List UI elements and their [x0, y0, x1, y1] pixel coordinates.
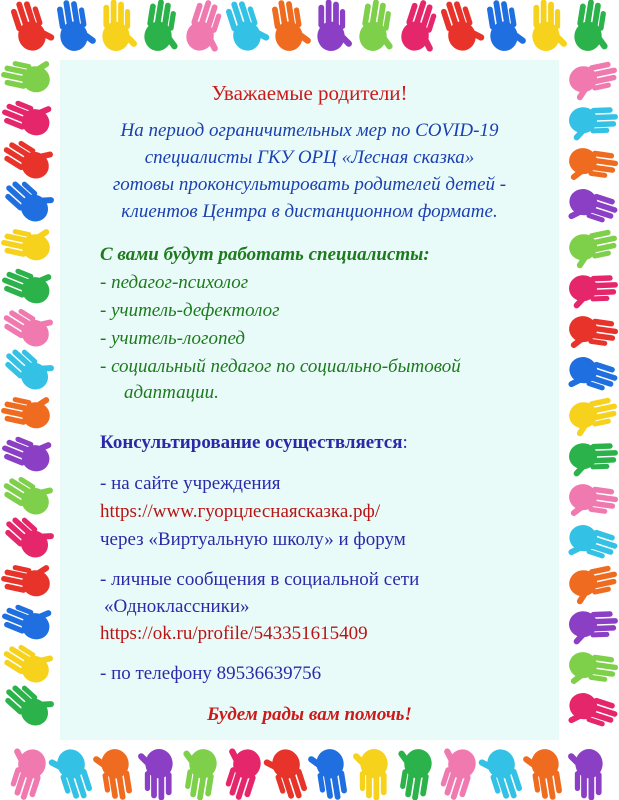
hand-print-icon — [563, 185, 619, 233]
site-link[interactable]: https://www.гуорцлеснаясказка.рф/ — [100, 501, 381, 522]
hand-print-icon — [55, 0, 99, 53]
hand-print-icon — [566, 650, 619, 691]
intro-line-2: специалисты ГКУ ОРЦ «Лесная сказка» — [144, 147, 475, 168]
hand-print-icon — [91, 747, 135, 800]
intro-line-4: клиентов Центра в дистанционном формате. — [121, 201, 498, 222]
hand-print-icon — [567, 59, 619, 103]
hand-print-icon — [390, 746, 434, 800]
hand-print-icon — [566, 314, 619, 355]
consult-heading-colon: : — [402, 432, 408, 453]
hand-print-icon — [566, 482, 619, 523]
hand-print-icon — [214, 743, 264, 800]
hand-print-icon — [438, 0, 488, 54]
consult-site-note: через «Виртуальную школу» и форум — [100, 529, 406, 550]
hand-print-icon — [142, 0, 186, 54]
hand-print-icon — [563, 521, 619, 569]
hand-print-icon — [532, 0, 568, 51]
hand-print-icon — [563, 353, 619, 401]
hand-print-icon — [270, 0, 314, 53]
hand-print-icon — [567, 749, 603, 800]
specialist-item: - социальный педагог по социально-бытовой — [100, 356, 461, 377]
hand-print-icon — [0, 505, 59, 563]
content-panel — [60, 60, 559, 740]
specialist-item: - учитель-логопед — [100, 328, 246, 349]
hand-print-icon — [567, 395, 619, 439]
hand-print-icon — [566, 146, 619, 187]
hand-print-icon — [485, 0, 529, 53]
hand-print-icon — [45, 746, 95, 800]
hand-print-icon — [137, 749, 173, 800]
hand-print-icon — [398, 0, 448, 57]
consult-social-line: - личные сообщения в социальной сети — [100, 569, 420, 590]
hand-print-icon — [0, 593, 56, 643]
hand-print-icon — [0, 89, 56, 139]
hand-print-icon — [521, 747, 565, 800]
hand-print-icon — [0, 297, 58, 352]
hand-print-icon — [475, 746, 525, 800]
hand-print-icon — [0, 425, 56, 475]
intro-line-3: готовы проконсультировать родителей детей - — [112, 174, 507, 195]
intro-line-1: На период ограничительных мер по COVID-19 — [120, 120, 499, 141]
consult-phone: - по телефону 89536639756 — [100, 663, 322, 684]
hand-print-icon — [175, 746, 219, 800]
hand-print-icon — [317, 0, 353, 51]
hand-print-icon — [563, 689, 619, 737]
hand-print-icon — [572, 0, 616, 54]
hand-print-icon — [569, 274, 619, 310]
hand-print-icon — [569, 442, 619, 478]
hand-print-icon — [0, 257, 56, 307]
hand-print-icon — [567, 227, 619, 271]
hand-print-icon — [0, 51, 54, 95]
hand-print-icon — [429, 743, 479, 800]
hand-print-icon — [102, 0, 138, 51]
hand-print-icon — [567, 563, 619, 607]
hand-print-icon — [0, 555, 54, 599]
closing-text: Будем рады вам помочь! — [207, 704, 412, 725]
specialist-item: - педагог-психолог — [100, 272, 249, 293]
page-title: Уважаемые родители! — [211, 81, 408, 105]
hand-print-icon — [569, 610, 619, 646]
specialist-item: - учитель-дефектолог — [100, 300, 280, 321]
consult-site-line: - на сайте учреждения — [100, 473, 281, 494]
consult-social-name: «Одноклассники» — [104, 596, 250, 617]
hand-print-icon — [0, 219, 54, 263]
hand-print-icon — [183, 0, 233, 57]
specialist-item-continuation: адаптации. — [124, 382, 219, 403]
social-link[interactable]: https://ok.ru/profile/543351615409 — [100, 623, 368, 644]
consult-heading-text: Консультирование осуществляется — [100, 432, 403, 453]
consult-heading — [100, 432, 408, 454]
hand-print-icon — [352, 749, 388, 800]
hand-print-icon — [0, 465, 58, 520]
hand-print-icon — [0, 387, 54, 431]
hand-print-icon — [8, 0, 58, 54]
hand-print-icon — [0, 337, 59, 395]
hand-print-icon — [260, 746, 310, 800]
specialists-heading: С вами будут работать специалисты: — [100, 244, 430, 265]
hand-print-icon — [0, 169, 59, 227]
hand-print-icon — [0, 743, 49, 800]
hand-print-icon — [357, 0, 401, 54]
hand-print-icon — [569, 106, 619, 142]
hand-print-icon — [0, 633, 58, 688]
hand-print-icon — [0, 673, 59, 731]
hand-print-icon — [223, 0, 273, 54]
hand-print-icon — [0, 129, 58, 184]
hand-print-icon — [306, 747, 350, 800]
